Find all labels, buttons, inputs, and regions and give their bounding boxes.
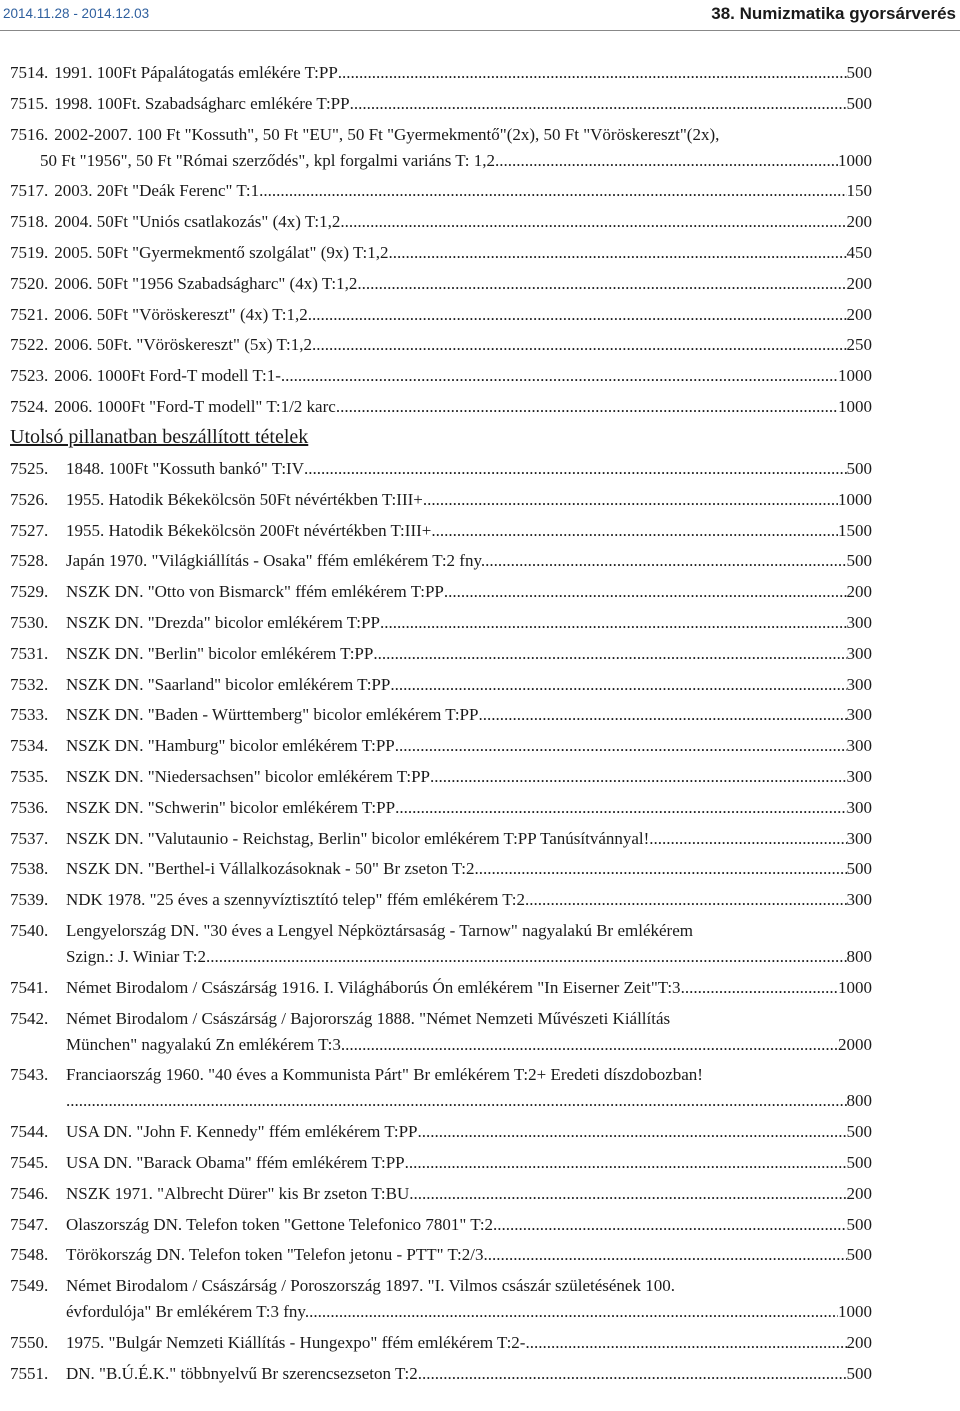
lot-number: 7516. (10, 124, 49, 144)
lot-entry (10, 1006, 872, 1058)
lot-number: 7538. (10, 859, 49, 879)
leader-dots (395, 733, 847, 759)
lot-price: 1000 (838, 489, 872, 509)
leader-dots (206, 944, 847, 970)
lot-description: DN. "B.Ú.É.K." többnyelvű Br szerencsezseton T:2 (66, 1363, 418, 1383)
lot-number: 7549. (10, 1276, 49, 1296)
lot-price: 1000 (838, 977, 872, 997)
lot-description: NSZK DN. "Schwerin" bicolor emlékérem T:PP (66, 797, 396, 817)
lot-price: 300 (846, 705, 872, 725)
lot-price: 300 (846, 674, 872, 694)
leader-dots (340, 209, 846, 235)
lot-description-line2: évfordulója" Br emlékérem T:3 fny. (66, 1302, 310, 1322)
lot-description: 2006. 50Ft "Vöröskereszt" (4x) T:1,2 (54, 304, 308, 324)
lot-number: 7543. (10, 1065, 49, 1085)
leader-dots (341, 1032, 838, 1058)
lot-number: 7531. (10, 643, 49, 663)
lot-description: 2006. 50Ft. "Vöröskereszt" (5x) T:1,2 (54, 335, 313, 355)
lot-price: 500 (846, 1245, 872, 1265)
lot-description: NSZK DN. "Otto von Bismarck" ffém emlékérem T:PP (66, 582, 444, 602)
lot-entry (10, 548, 872, 574)
lot-description: NDK 1978. "25 éves a szennyvíztisztító telep" ffém emlékérem T:2 (66, 890, 525, 910)
lot-entry (10, 1212, 872, 1238)
leader-dots (475, 856, 847, 882)
leader-dots (350, 91, 847, 117)
leader-dots (405, 1150, 847, 1176)
lot-number: 7530. (10, 612, 49, 632)
lot-number: 7520. (10, 273, 49, 293)
lot-description: 2006. 50Ft "1956 Szabadságharc" (4x) T:1,2 (54, 273, 358, 293)
lot-entry (10, 610, 872, 636)
leader-dots (485, 548, 846, 574)
lot-price: 300 (846, 612, 872, 632)
lot-entry (10, 856, 872, 882)
lot-price: 500 (846, 1214, 872, 1234)
lot-description: 1848. 100Ft "Kossuth bankó" T:IV (66, 458, 304, 478)
lot-number: 7533. (10, 705, 49, 725)
lot-description-line1: Német Birodalom / Császárság / Bajorország 1888. "Német Nemzeti Művészeti Kiállítás (66, 1008, 671, 1028)
lot-price: 500 (846, 93, 872, 113)
lot-price: 250 (846, 335, 872, 355)
lot-price: 1000 (838, 150, 872, 170)
lot-price: 1000 (838, 366, 872, 386)
lot-entry (10, 60, 872, 86)
lot-number: 7547. (10, 1214, 49, 1234)
lot-entry (10, 178, 872, 204)
lot-price: 200 (846, 1183, 872, 1203)
lot-list (10, 60, 872, 1387)
lot-number: 7518. (10, 212, 49, 232)
leader-dots (308, 302, 847, 328)
lot-price: 300 (846, 766, 872, 786)
leader-dots (483, 1242, 846, 1268)
lot-entry (10, 487, 872, 513)
lot-description: NSZK 1971. "Albrecht Dürer" kis Br zseton T:BU (66, 1183, 410, 1203)
lot-description-line1: Lengyelország DN. "30 éves a Lengyel Népköztársaság - Tarnow" nagyalakú Br emlékérem (66, 920, 693, 940)
leader-dots (418, 1361, 847, 1387)
lot-entry (10, 1330, 872, 1356)
lot-description: USA DN. "Barack Obama" ffém emlékérem T:PP (66, 1152, 405, 1172)
lot-description: Japán 1970. "Világkiállítás - Osaka" ffém emlékérem T:2 fny. (66, 551, 486, 571)
lot-entry (10, 394, 872, 420)
lot-price: 300 (846, 828, 872, 848)
lot-entry (10, 456, 872, 482)
lot-price: 200 (846, 212, 872, 232)
lot-number: 7525. (10, 458, 49, 478)
leader-dots (304, 456, 847, 482)
page-header (0, 0, 960, 28)
lot-description: NSZK DN. "Saarland" bicolor emlékérem T:PP (66, 674, 391, 694)
lot-entry (10, 579, 872, 605)
lot-number: 7536. (10, 797, 49, 817)
leader-dots (444, 579, 847, 605)
leader-dots (259, 178, 846, 204)
lot-description: NSZK DN. "Hamburg" bicolor emlékérem T:PP (66, 736, 395, 756)
lot-description-line2: Szign.: J. Winiar T:2 (66, 946, 206, 966)
lot-description: NSZK DN. "Berlin" bicolor emlékérem T:PP (66, 643, 374, 663)
lot-entry (10, 1150, 872, 1176)
lot-price: 200 (846, 1332, 872, 1352)
lot-entry (10, 1119, 872, 1145)
leader-dots (380, 610, 847, 636)
lot-entry (10, 209, 872, 235)
leader-dots (336, 394, 838, 420)
lot-number: 7515. (10, 93, 49, 113)
lot-description-line2: 50 Ft "1956", 50 Ft "Római szerződés", kpl forgalmi variáns T: 1,2 (40, 150, 496, 170)
lot-description: 1998. 100Ft. Szabadságharc emlékére T:PP (54, 93, 350, 113)
lot-price: 2000 (838, 1034, 872, 1054)
lot-price: 200 (846, 304, 872, 324)
date-range: 2014.11.28 - 2014.12.03 (3, 6, 150, 21)
lot-price: 500 (846, 859, 872, 879)
lot-description: NSZK DN. "Drezda" bicolor emlékérem T:PP (66, 612, 380, 632)
lot-number: 7522. (10, 335, 49, 355)
late-lots-list (10, 456, 872, 1387)
lot-price: 1000 (838, 1302, 872, 1322)
lot-entry (10, 1181, 872, 1207)
lot-entry (10, 975, 872, 1001)
lot-entry (10, 332, 872, 358)
lot-price: 1000 (838, 396, 872, 416)
lot-description: Törökország DN. Telefon token "Telefon jetonu - PTT" T:2/3 (66, 1245, 484, 1265)
leader-dots (423, 487, 838, 513)
leader-dots (309, 1299, 838, 1325)
leader-dots (681, 975, 838, 1001)
lot-number: 7526. (10, 489, 49, 509)
leader-dots (338, 60, 847, 86)
lot-entry (10, 91, 872, 117)
lot-entry (10, 764, 872, 790)
lot-description: 2005. 50Ft "Gyermekmentő szolgálat" (9x) T:1,2 (54, 242, 389, 262)
lot-description: 2004. 50Ft "Uniós csatlakozás" (4x) T:1,2 (54, 212, 341, 232)
lot-description: 2003. 20Ft "Deák Ferenc" T:1 (54, 181, 260, 201)
lot-price: 300 (846, 736, 872, 756)
lot-price: 500 (846, 1363, 872, 1383)
lot-description-line1: Franciaország 1960. "40 éves a Kommunista Párt" Br emlékérem T:2+ Eredeti díszdobozban! (66, 1065, 703, 1085)
lot-entry (10, 363, 872, 389)
leader-dots (478, 702, 846, 728)
lot-price: 200 (846, 582, 872, 602)
lot-entry (10, 518, 872, 544)
lot-entry (10, 271, 872, 297)
lot-number: 7514. (10, 63, 49, 82)
lot-number: 7523. (10, 366, 49, 386)
lot-description: Német Birodalom / Császárság 1916. I. Világháborús Ón emlékérem "In Eiserner Zeit"T:3 (66, 977, 681, 997)
leader-dots (357, 271, 846, 297)
lot-number: 7521. (10, 304, 49, 324)
lot-entry (10, 1242, 872, 1268)
lot-number: 7532. (10, 674, 49, 694)
lot-entry (10, 122, 872, 174)
leader-dots (493, 1212, 846, 1238)
leader-dots (312, 332, 846, 358)
lot-number: 7534. (10, 736, 49, 756)
lot-entry (10, 887, 872, 913)
leader-dots (431, 518, 838, 544)
lot-entry (10, 918, 872, 970)
lot-price: 800 (846, 1091, 872, 1111)
lot-number: 7517. (10, 181, 49, 201)
lot-entry (10, 1062, 872, 1114)
lot-number: 7539. (10, 890, 49, 910)
leader-dots (649, 826, 846, 852)
lot-description: 1975. "Bulgár Nemzeti Kiállítás - Hungexpo" ffém emlékérem T:2- (66, 1332, 526, 1352)
lot-price: 300 (846, 797, 872, 817)
leader-dots (395, 795, 846, 821)
lot-number: 7541. (10, 977, 49, 997)
lot-number: 7542. (10, 1008, 49, 1028)
lot-description: 2006. 1000Ft "Ford-T modell" T:1/2 karc (54, 396, 336, 416)
lot-number: 7519. (10, 242, 49, 262)
lot-price: 300 (846, 890, 872, 910)
lot-number: 7548. (10, 1245, 49, 1265)
leader-dots (430, 764, 847, 790)
leader-dots (418, 1119, 847, 1145)
lot-description: NSZK DN. "Valutaunio - Reichstag, Berlin" bicolor emlékérem T:PP Tanúsítvánnyal! (66, 828, 650, 848)
lot-entry (10, 302, 872, 328)
leader-dots (495, 148, 838, 174)
leader-dots (390, 672, 846, 698)
lot-description: 1991. 100Ft Pápalátogatás emlékére T:PP (54, 63, 338, 82)
lot-number: 7524. (10, 396, 49, 416)
lot-number: 7527. (10, 520, 49, 540)
lot-price: 200 (846, 273, 872, 293)
lot-entry (10, 641, 872, 667)
leader-dots (525, 1330, 846, 1356)
lot-number: 7540. (10, 920, 49, 940)
leader-dots (281, 363, 838, 389)
header-divider (0, 30, 960, 31)
lot-number: 7537. (10, 828, 49, 848)
lot-entry (10, 672, 872, 698)
lot-description: NSZK DN. "Baden - Württemberg" bicolor emlékérem T:PP (66, 705, 479, 725)
lot-number: 7545. (10, 1152, 49, 1172)
lot-price: 500 (846, 458, 872, 478)
lot-entry (10, 1273, 872, 1325)
lot-price: 500 (846, 551, 872, 571)
lot-entry (10, 702, 872, 728)
lot-number: 7550. (10, 1332, 49, 1352)
auction-title: 38. Numizmatika gyorsárverés (711, 4, 956, 23)
lot-price: 500 (846, 1152, 872, 1172)
lot-description: 1955. Hatodik Békekölcsön 50Ft névértékben T:III+ (66, 489, 423, 509)
leader-dots (409, 1181, 846, 1207)
lot-number: 7546. (10, 1183, 49, 1203)
leader-dots (525, 887, 847, 913)
section-heading: Utolsó pillanatban beszállított tételek (10, 425, 309, 448)
lot-description-line2: München" nagyalakú Zn emlékérem T:3 (66, 1034, 341, 1054)
lot-description: NSZK DN. "Berthel-i Vállalkozásoknak - 50" Br zseton T:2 (66, 859, 475, 879)
lot-price: 500 (846, 1122, 872, 1142)
lot-price: 450 (846, 242, 872, 262)
lot-description: 1955. Hatodik Békekölcsön 200Ft névértékben T:III+ (66, 520, 432, 540)
leader-dots (389, 240, 847, 266)
lot-number: 7544. (10, 1122, 49, 1142)
lot-description: NSZK DN. "Niedersachsen" bicolor emlékérem T:PP (66, 766, 430, 786)
lot-price: 150 (846, 181, 872, 201)
lot-entry (10, 1361, 872, 1387)
lot-price: 500 (846, 63, 872, 82)
lot-price: 800 (846, 946, 872, 966)
lot-number: 7529. (10, 582, 49, 602)
lot-number: 7528. (10, 551, 49, 571)
lot-entry (10, 826, 872, 852)
lot-number: 7551. (10, 1363, 49, 1383)
lot-entry (10, 795, 872, 821)
lot-entry (10, 733, 872, 759)
lot-price: 300 (846, 643, 872, 663)
lot-description-line1: 2002-2007. 100 Ft "Kossuth", 50 Ft "EU", 50 Ft "Gyermekmentő"(2x), 50 Ft "Vöröskereszt"(2x), (54, 124, 720, 144)
lot-price: 1500 (838, 520, 872, 540)
lot-number: 7535. (10, 766, 49, 786)
leader-dots (373, 641, 846, 667)
lot-description: 2006. 1000Ft Ford-T modell T:1- (54, 366, 281, 386)
leader-dots (66, 1088, 847, 1114)
lot-description: USA DN. "John F. Kennedy" ffém emlékérem T:PP (66, 1122, 418, 1142)
lot-description-line1: Német Birodalom / Császárság / Poroszország 1897. "I. Vilmos császár születésének 100. (66, 1276, 675, 1296)
lot-entry (10, 240, 872, 266)
lot-description: Olaszország DN. Telefon token "Gettone Telefonico 7801" T:2 (66, 1214, 494, 1234)
